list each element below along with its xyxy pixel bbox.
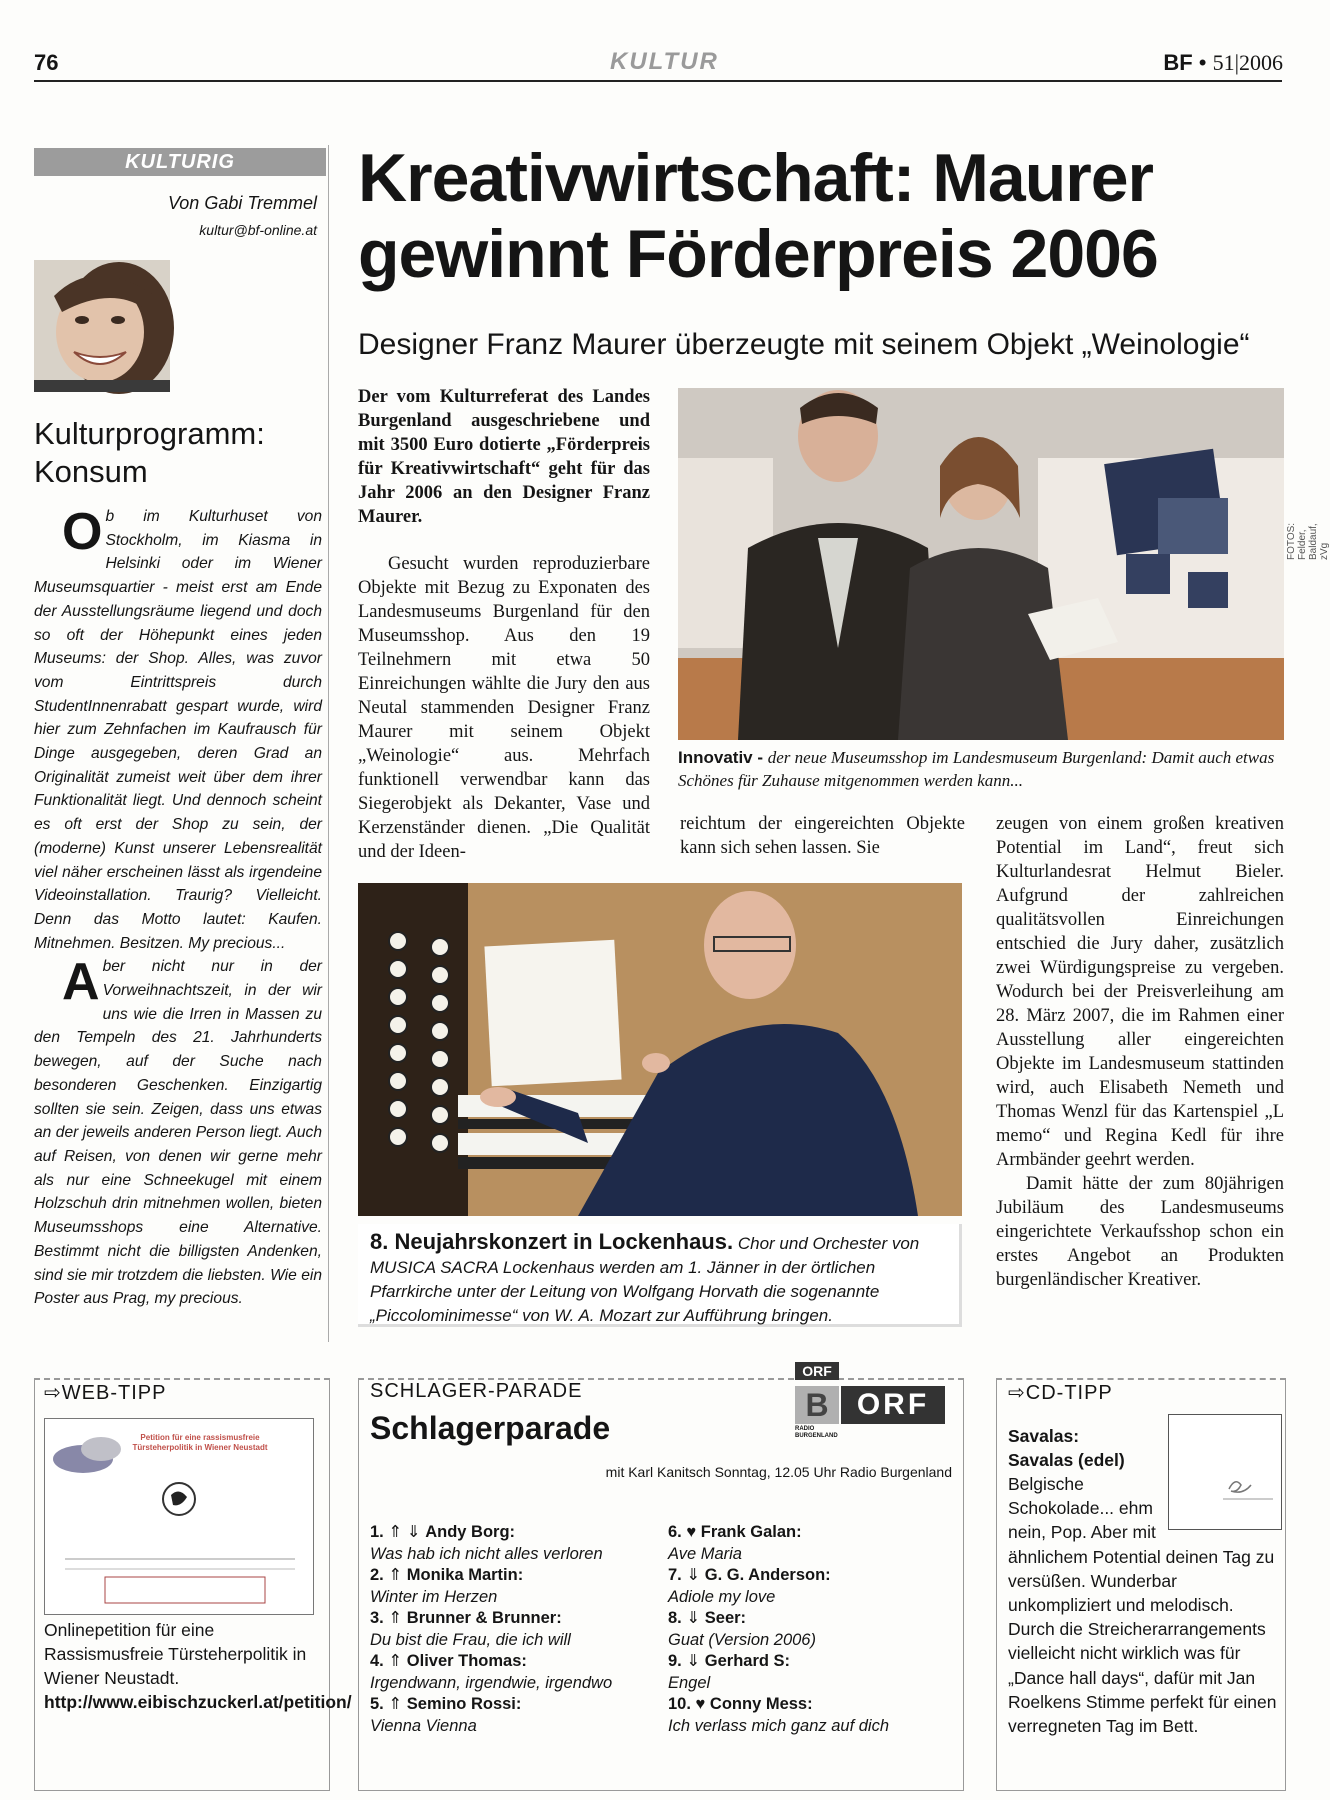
schlagerparade-subtitle: mit Karl Kanitsch Sonntag, 12.05 Uhr Radio Burgenland xyxy=(605,1464,952,1480)
list-item: 10. ♥ Conny Mess: Ich verlass mich ganz auf dich xyxy=(668,1695,890,1735)
caption-lead: Innovativ - xyxy=(678,748,764,767)
column-paragraph-text: ber nicht nur in der Vorweihnachtszeit, in der wir uns wie die Irren in Massen zu den Tempeln des 21. Jahrhunderts bewegen, auf der Suche nach besonderen Geschenken. Einzigartig sollten sie sein. Zeigen, dass uns etwas an der jeweils anderen Person liegt. Auch auf Reisen, von denen wir gerne mehr als nur eine Schneekugel mit einem Holzschuh drin mitnehmen wollen, bieten Museumsshops eine Alternative. Bestimmt nicht die billigsten Andenken, sind sie mir trotzdem die liebsten. Wie ein Poster aus Prag, my precious. xyxy=(34,958,322,1308)
cd-album: Savalas (edel) xyxy=(1008,1450,1125,1470)
heart-icon: ♥ xyxy=(686,1523,697,1541)
trend-arrow-icon: ⇑ xyxy=(388,1652,403,1670)
article-lead: Der vom Kulturreferat des Landes Burgenland ausgeschriebene und mit 3500 Euro dotierte „Förderpreis für Kreativwirtschaft“ geht für das Jahr 2006 an den Designer Franz Maurer. xyxy=(358,387,650,527)
issue-number: 51|2006 xyxy=(1212,50,1283,75)
page-number: 76 xyxy=(34,50,59,75)
arrow-right-icon: ⇨ xyxy=(44,1382,62,1404)
drop-cap: A xyxy=(62,953,100,1012)
list-item: 5. ⇑ Semino Rossi: Vienna Vienna xyxy=(370,1695,522,1735)
petition-screenshot xyxy=(44,1418,314,1615)
list-item: 4. ⇑ Oliver Thomas: Irgendwann, irgendwie, irgendwo xyxy=(370,1652,613,1692)
drop-cap: O xyxy=(62,503,103,561)
author-photo xyxy=(34,260,170,392)
orf-logo-main: ORF xyxy=(841,1386,945,1424)
list-item: 7. ⇓ G. G. Anderson: Adiole my love xyxy=(668,1566,831,1606)
list-item: 8. ⇓ Seer: Guat (Version 2006) xyxy=(668,1609,816,1649)
museum-shop-photo xyxy=(678,388,1284,740)
masthead: BF • 51|2006 xyxy=(1163,50,1283,75)
column-paragraph-text: b im Kulturhuset von Stockholm, im Kiasma in Helsinki oder im Wiener Museumsquartier - meist erst am Ende der Ausstellungsräume liegend und doch so oft der Höhepunkt eines jeden Museums: der Shop. Alles, was zuvor vom Eintrittspreis durch StudentInnenrabatt gespart wurde, wird hier zum Zehnfachen im Kaufrausch für Dinge ausgegeben, deren Grad an Originalität zumeist weit über dem ihrer Funktionalität liegt. Und dennoch scheint es oft erst der Shop zu sein, der (moderne) Kunst unserer Lebensrealität viel näher erscheinen lässt als irgendeine Videoinstallation. Traurig? Vielleicht. Denn das Motto lautet: Kaufen. Mitnehmen. Besitzen. My precious... xyxy=(34,508,322,952)
heart-icon: ♥ xyxy=(695,1695,706,1713)
chart-list-left xyxy=(370,1522,640,1737)
column-title-line2: Konsum xyxy=(34,454,148,489)
web-tipp-title: ⇨WEB-TIPP xyxy=(44,1382,167,1404)
trend-arrow-icon: ⇑ ⇓ xyxy=(388,1523,421,1541)
trend-arrow-icon: ⇑ xyxy=(388,1566,403,1584)
headline-line1: Kreativwirtschaft: Maurer xyxy=(358,140,1154,216)
article-body-col3 xyxy=(996,812,1284,1292)
section-title: KULTUR xyxy=(610,48,719,75)
trend-arrow-icon: ⇑ xyxy=(388,1609,403,1627)
list-item: 2. ⇑ Monika Martin: Winter im Herzen xyxy=(370,1566,524,1606)
headline-line2: gewinnt Förderpreis 2006 xyxy=(358,216,1158,292)
trend-arrow-icon: ⇑ xyxy=(388,1695,403,1713)
article-body-col2: reichtum der eingereichten Objekte kann sich sehen lassen. Sie xyxy=(680,814,965,858)
list-item: 9. ⇓ Gerhard S: Engel xyxy=(668,1652,791,1692)
article-body-col1 xyxy=(358,552,650,864)
caption-lead: 8. Neujahrskonzert in Lockenhaus. xyxy=(370,1229,734,1254)
caption-text: der neue Museumsshop im Landesmuseum Burgenland: Damit auch etwas Schönes für Zuhause mitgenommen werden kann... xyxy=(678,748,1275,790)
arrow-right-icon: ⇨ xyxy=(1008,1382,1026,1404)
cd-review-text: ähnlichem Potential deinen Tag zu versüßen. Wunderbar unkompliziert und melodisch. Durch die Streicherarrangements vielleicht nicht wirklich was für „Dance hall days“, dafür mit Jan Roelkens Stimme perfekt für einen verregneten Tag im Bett. xyxy=(1008,1546,1277,1737)
column-title xyxy=(34,415,324,491)
list-item: 1. ⇑ ⇓ Andy Borg: Was hab ich nicht alles verloren xyxy=(370,1523,603,1563)
article-headline xyxy=(358,140,1298,292)
trend-arrow-icon: ⇓ xyxy=(686,1566,701,1584)
schlagerparade-label: SCHLAGER-PARADE xyxy=(370,1380,583,1402)
orf-logo-sub: RADIO BURGENLAND xyxy=(795,1426,838,1439)
caption-text: Chor und Orchester von MUSICA SACRA Lockenhaus werden am 1. Jänner in der örtlichen Pfarrkirche unter der Leitung von Wolfgang Horvath die sogenannte „Piccolominimesse“ von W. A. Mozart zur Aufführung bringen. xyxy=(370,1234,920,1325)
trend-arrow-icon: ⇓ xyxy=(686,1609,701,1627)
column-paragraph xyxy=(34,505,322,955)
petition-heading: Petition für eine rassismusfreie Türsteherpolitik in Wiener Neustadt xyxy=(132,1433,268,1452)
list-item: 6. ♥ Frank Galan: Ave Maria xyxy=(668,1523,802,1563)
paper-name: BF xyxy=(1163,50,1193,75)
orf-radio-logo-icon xyxy=(795,1362,945,1442)
organ-photo-caption xyxy=(358,1224,962,1327)
organist-photo xyxy=(358,883,962,1216)
article-body-text: Gesucht wurden reproduzierbare Objekte mit Bezug zu Exponaten des Landesmuseums Burgenland für den Museumsshop. Aus den 19 Teilnehmern mit etwa 50 Einreichungen wählte die Jury den aus Neutal stammenden Designer Franz Maurer mit seinem Objekt „Weinologie“ aus. Mehrfach funktionell verwendbar kann das Siegerobjekt als Dekanter, Vase und Kerzenständer dienen. „Die Qualität und der Ideen- xyxy=(358,554,650,862)
column-title-line1: Kulturprogramm: xyxy=(34,416,265,451)
cd-review xyxy=(1008,1472,1280,1738)
photo-credit: FOTOS: Felder, Baldauf, zVg xyxy=(1286,522,1330,560)
orf-logo-top: ORF xyxy=(795,1362,839,1380)
cd-tipp-title: ⇨CD-TIPP xyxy=(1008,1382,1113,1404)
article-subhead: Designer Franz Maurer überzeugte mit seinem Objekt „Weinologie“ xyxy=(358,328,1250,361)
web-tipp-text: Onlinepetition für eine Rassismusfreie Türsteherpolitik in Wiener Neustadt. xyxy=(44,1620,307,1688)
chart-list-right xyxy=(668,1522,938,1737)
schlagerparade-title: Schlagerparade xyxy=(370,1410,611,1446)
petition-link[interactable]: http://www.eibischzuckerl.at/petition/ xyxy=(44,1692,352,1712)
column-author: Von Gabi Tremmel xyxy=(167,193,317,213)
column-email: kultur@bf-online.at xyxy=(199,222,317,238)
column-paragraph xyxy=(34,955,322,1311)
article-body-text: zeugen von einem großen kreativen Potential im Land“, freut sich Kulturlandesrat Helmut Bieler. Aufgrund der zahlreichen qualitätsvollen Einreichungen entschied die Jury daher, zusätzlich zwei Würdigungspreise zu vergeben. Wodurch bei der Preisverleihung am 28. März 2007, die im Rahmen einer Ausstellung aller eingereichten Objekte im Landesmuseum stattinden wird, auch Elisabeth Nemeth und Thomas Wenzl für das Kartenspiel „L memo“ und Regina Kedl für ihre Armbänder geehrt werden. xyxy=(996,814,1284,1170)
column-rubric: KULTURIG xyxy=(34,148,326,176)
article-body-text: Damit hätte der zum 80jährigen Jubiläum des Landesmuseums eingerichtete Verkaufsshop schon ein erstes Angebot an Produkten burgenländischer Kreativer. xyxy=(996,1174,1284,1290)
cd-artist: Savalas: xyxy=(1008,1426,1080,1446)
orf-logo-b: B xyxy=(795,1386,839,1424)
column-body xyxy=(34,505,322,1311)
trend-arrow-icon: ⇓ xyxy=(686,1652,701,1670)
list-item: 3. ⇑ Brunner & Brunner: Du bist die Frau, die ich will xyxy=(370,1609,571,1649)
cd-review-text: Belgische Schokolade... ehm nein, Pop. Aber mit xyxy=(1008,1474,1156,1543)
shop-photo-caption xyxy=(678,746,1284,792)
header-rule xyxy=(34,80,1282,82)
